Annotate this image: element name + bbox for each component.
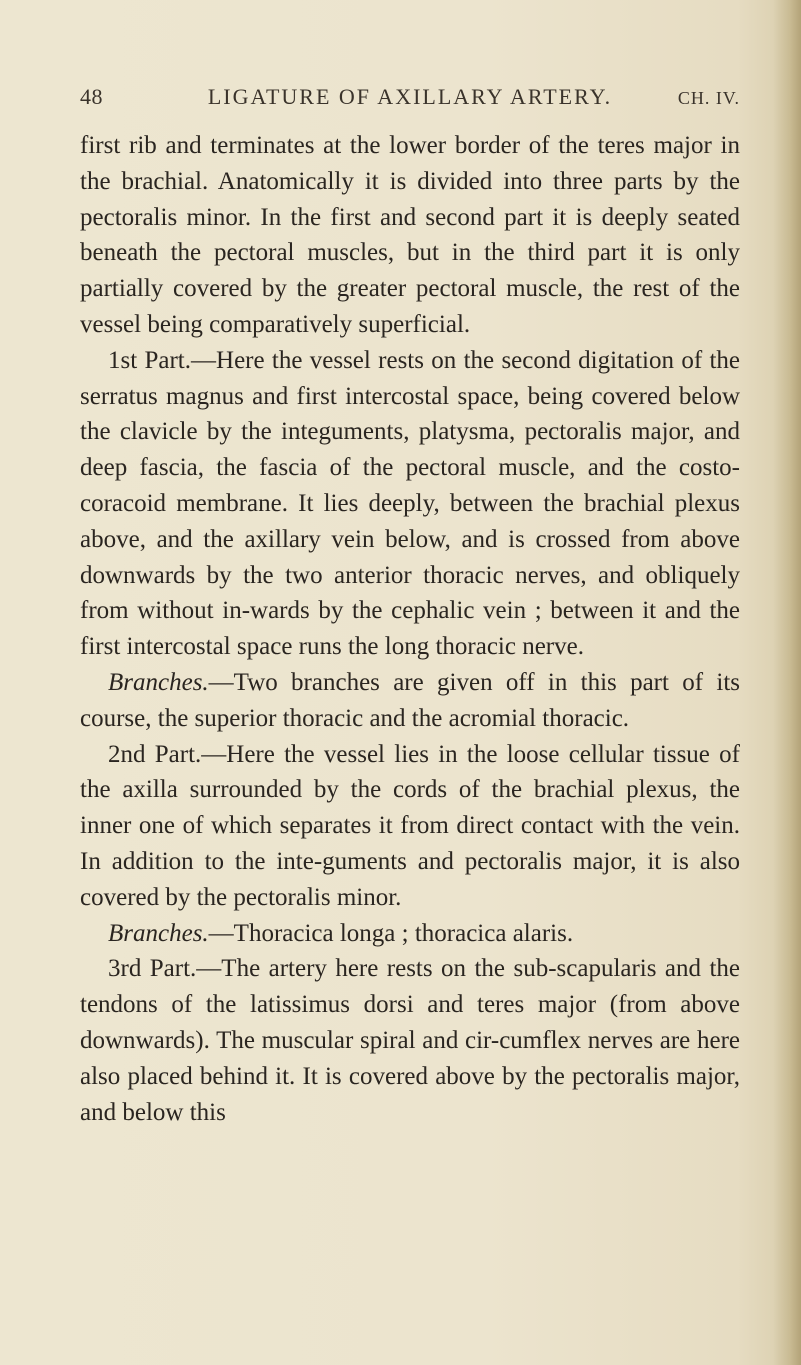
paragraph-lead: Branches. — [108, 668, 209, 696]
paragraph-text: —Thoracica longa ; thoracica alaris. — [208, 919, 574, 947]
paragraph — [80, 128, 740, 343]
paragraph-lead: 3rd Part. — [108, 955, 197, 983]
running-title: LIGATURE OF AXILLARY ARTERY. — [207, 84, 613, 109]
paragraph — [80, 343, 740, 665]
paragraph-lead: 1st Part. — [108, 346, 192, 374]
body-text — [80, 128, 740, 1130]
paragraph-lead: Branches. — [108, 919, 209, 947]
page-edge-shadow — [773, 0, 801, 1365]
paragraph-lead: 2nd Part. — [108, 740, 202, 768]
paragraph-text: first rib and terminates at the lower border of the teres major in the brachial. Anatomically it is divided into three parts by the pectoralis minor. In the first and second part it is deeply seated beneath the pectoral muscles, but in the third part it is only partially covered by the greater pectoral muscle, the rest of the vessel being comparatively superficial. — [80, 132, 740, 338]
chapter-label: CH. IV. — [677, 88, 740, 108]
paragraph — [80, 737, 740, 916]
paragraph-text: —Here the vessel rests on the second digitation of the serratus magnus and first intercostal space, being covered below the clavicle by the integuments, platysma, pectoralis major, and deep fascia, the fascia of the pectoral muscle, and the costo-coracoid membrane. It lies deeply, between the brachial plexus above, and the axillary vein below, and is crossed from above downwards by the two anterior thoracic nerves, and obliquely from without in-wards by the cephalic vein ; between it and the first intercostal space runs the long thoracic nerve. — [80, 346, 740, 661]
paragraph — [80, 916, 740, 952]
paragraph-text: —Two branches are given off in this part of its course, the superior thoracic and the acromial thoracic. — [80, 668, 740, 732]
paragraph — [80, 665, 740, 737]
page-header — [80, 84, 740, 124]
paragraph — [80, 951, 740, 1130]
paragraph-text: —Here the vessel lies in the loose cellular tissue of the axilla surrounded by the cords of the brachial plexus, the inner one of which separates it from direct contact with the vein. In addition to the inte-guments and pectoralis major, it is also covered by the pectoralis minor. — [80, 740, 740, 911]
paragraph-text: —The artery here rests on the sub-scapularis and the tendons of the latissimus dorsi and teres major (from above downwards). The muscular spiral and cir-cumflex nerves are here also placed behind it. It is covered above by the pectoralis major, and below this — [80, 955, 740, 1126]
page-number: 48 — [80, 84, 103, 109]
